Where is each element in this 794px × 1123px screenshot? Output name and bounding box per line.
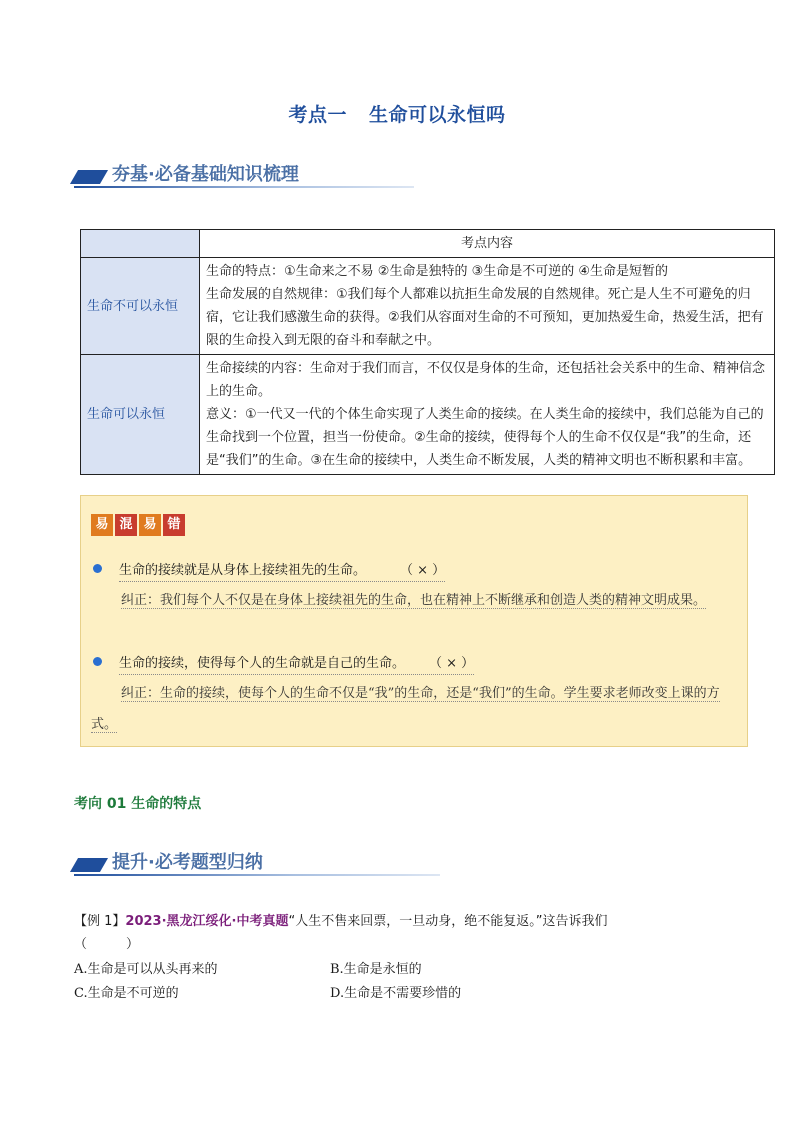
example-source: 2023·黑龙江绥化·中考真题 xyxy=(125,914,289,929)
example-question-text: “人生不售来回票，一旦动身，绝不能复返。”这告诉我们 xyxy=(288,914,608,929)
table-row-label: 生命可以永恒 xyxy=(81,355,200,475)
table-line: 意义：①一代又一代的个体生命实现了人类生命的接续。在人类生命的接续中，我们总能为自己的生命找到一个位置，担当一份使命。②生命的接续，使得每个人的生命不仅仅是“我”的生命，还是“我们”的生命。③在生命的接续中，人类生命不断发展，人类的精神文明也不断积累和丰富。 xyxy=(206,407,764,468)
error-correction xyxy=(91,585,741,616)
section-bar-icon xyxy=(70,858,108,872)
statement-text: 生命的接续，使得每个人的生命就是自己的生命。 xyxy=(119,656,406,671)
correction-text: 纠正：我们每个人不仅是在身体上接续祖先的生命，也在精神上不断继承和创造人类的精神文明成果。 xyxy=(121,593,707,608)
bullet-icon xyxy=(93,657,102,666)
table-corner-cell xyxy=(81,230,200,258)
statement-text: 生命的接续就是从身体上接续祖先的生命。 xyxy=(119,563,367,578)
table-row xyxy=(81,355,775,475)
table-row xyxy=(81,258,775,355)
title-part2: 生命可以永恒吗 xyxy=(369,104,506,126)
table-header-cell: 考点内容 xyxy=(200,230,775,258)
badge: 混 xyxy=(115,514,137,536)
badge: 易 xyxy=(91,514,113,536)
table-row-label: 生命不可以永恒 xyxy=(81,258,200,355)
section-title: 夯基·必备基础知识梳理 xyxy=(112,164,299,185)
option-a: A.生命是可以从头再来的 xyxy=(74,962,218,977)
section-title: 提升·必考题型归纳 xyxy=(112,852,263,873)
error-statement xyxy=(119,559,445,578)
table-header-row xyxy=(81,230,775,258)
section-rule xyxy=(74,874,440,876)
option-c: C.生命是不可逆的 xyxy=(74,986,179,1001)
statement-mark: （ × ） xyxy=(429,656,475,671)
table-line: 生命的特点：①生命来之不易 ②生命是独特的 ③生命是不可逆的 ④生命是短暂的 xyxy=(206,264,669,279)
knowledge-table xyxy=(80,229,775,475)
page-title xyxy=(0,100,794,127)
badge: 错 xyxy=(163,514,185,536)
error-prone-box xyxy=(80,495,748,747)
kaoxiang-heading: 考向 01 生命的特点 xyxy=(74,796,202,812)
table-line: 生命接续的内容：生命对于我们而言，不仅仅是身体的生命，还包括社会关系中的生命、精神信念上的生命。 xyxy=(206,361,766,399)
table-line: 生命发展的自然规律：①我们每个人都难以抗拒生命发展的自然规律。死亡是人生不可避免的归宿，它让我们感激生命的获得。②我们从容面对生命的不可预知，更加热爱生命，热爱生活，把有限的生命投入到无限的奋斗和奉献之中。 xyxy=(206,287,764,348)
error-statement xyxy=(119,652,474,671)
table-row-content xyxy=(200,355,775,475)
error-badges xyxy=(91,514,185,536)
badge: 易 xyxy=(139,514,161,536)
section-header-advanced xyxy=(74,848,440,876)
section-bar-icon xyxy=(70,170,108,184)
statement-mark: （ × ） xyxy=(400,563,446,578)
option-b: B.生命是永恒的 xyxy=(330,962,422,977)
title-part1: 考点一 xyxy=(288,104,347,126)
error-correction xyxy=(91,678,741,740)
example-tag: 【例 1】 xyxy=(74,914,126,929)
section-header-basics xyxy=(74,160,414,188)
bullet-icon xyxy=(93,564,102,573)
correction-text: 纠正：生命的接续，使每个人的生命不仅是“我”的生命，还是“我们”的生命。学生要求老师改变上课的方式。 xyxy=(91,686,720,732)
table-row-content xyxy=(200,258,775,355)
option-d: D.生命是不需要珍惜的 xyxy=(330,986,462,1001)
example-question xyxy=(74,910,607,929)
answer-blank: （ ） xyxy=(74,937,140,952)
section-rule xyxy=(74,186,414,188)
